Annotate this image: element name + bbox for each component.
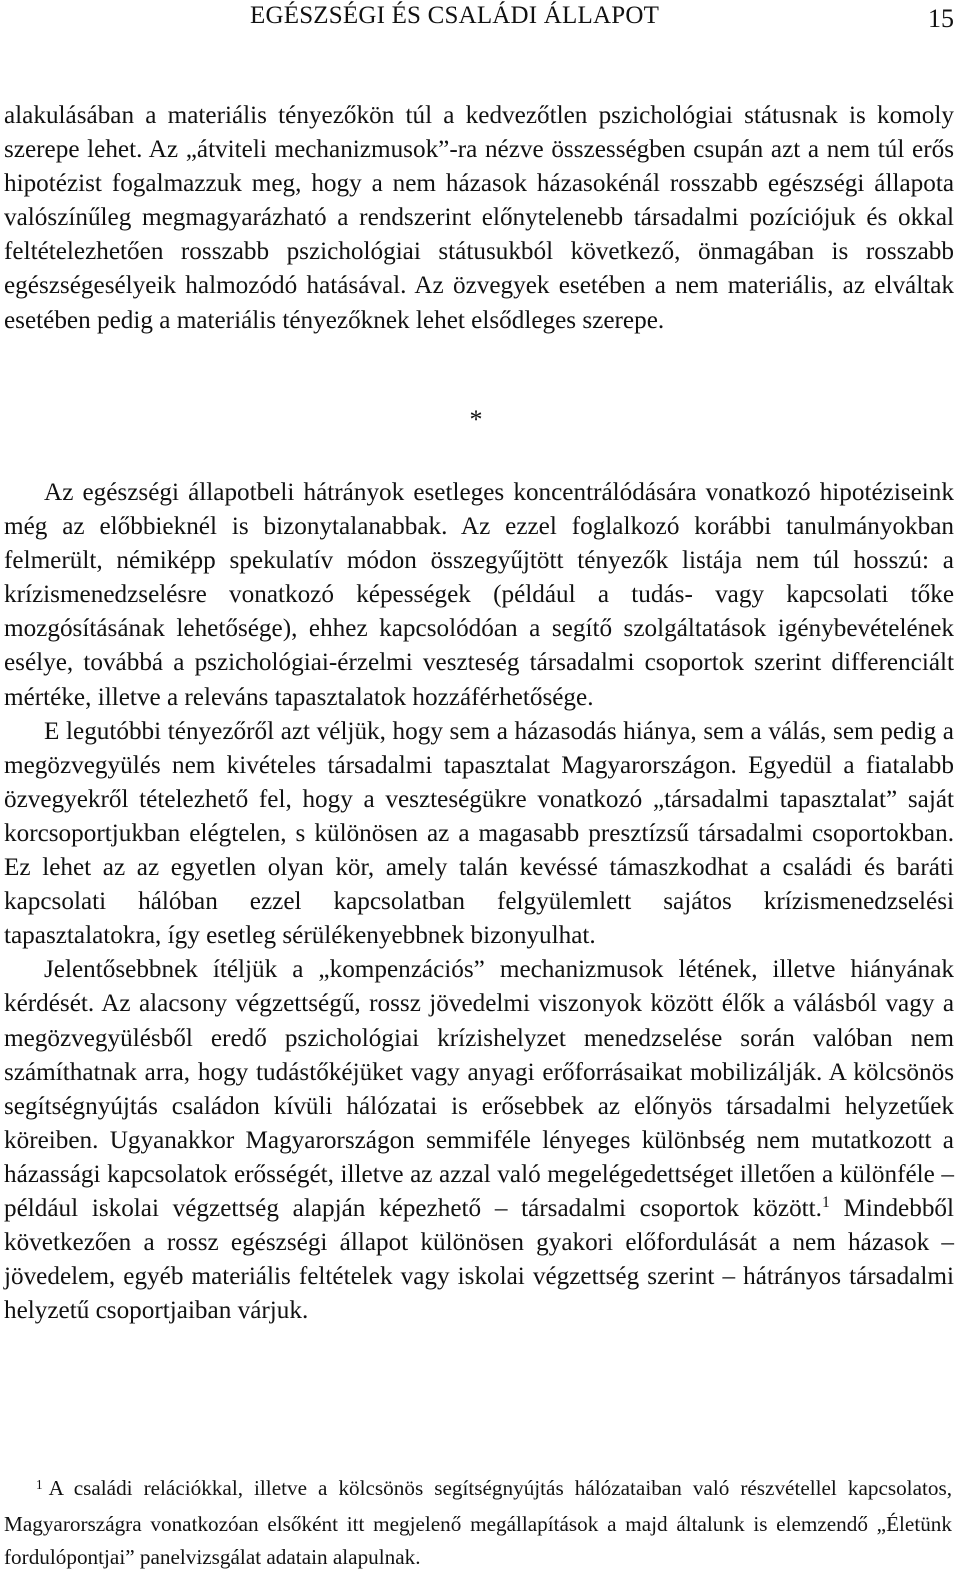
footnote-number: 1 [36, 1477, 43, 1493]
body-paragraph: E legutóbbi tényezőről azt véljük, hogy sem a házasodás hiánya, sem a válás, sem pedig a megözvegyülés nem kivételes társadalmi tapasztalat Magyarországon. Egyedül a fiatalabb özvegyekről tételezhető fel, hogy a veszteségükre vonatkozó „társadalmi tapasztalat” saját korcsoportjukban elégtelen, s különösen az a magasabb presztízsű társadalmi csoportokban. Ez lehet az az egyetlen olyan kör, amely talán kevéssé támaszkodhat a családi és baráti kapcsolati hálóban ezzel kapcsolatban felgyülemlett sajátos krízismenedzselési tapasztalatokra, így esetleg sérülékenyebbnek bizonyulhat. [4, 717, 954, 950]
footnote-text: A családi relációkkal, illetve a kölcsönös segítségnyújtás hálózataiban való részvétellel kapcsolatos, Magyarországra vonatkozóan elsőként itt megjelenő megállapítások a majd általunk is elemzendő „Életünk fordulópontjai” panelvizsgálat adatain alapulnak. [4, 1476, 952, 1570]
section-2 [4, 476, 954, 1328]
running-title: EGÉSZSÉGI ÉS CSALÁDI ÁLLAPOT [250, 2, 660, 29]
body-paragraph: Az egészségi állapotbeli hátrányok esetleges koncentrálódására vonatkozó hipotéziseink még az előbbieknél is bizonytalanabbak. Az ezzel foglalkozó korábbi tanulmányokban felmerült, némiképp spekulatív módon összegyűjtött tényezők listája nem túl hosszú: a krízismenedzselésre vonatkozó képességek (például a tudás- vagy kapcsolati tőke mozgósításának lehetősége), ehhez kapcsolódóan a segítő szolgáltatások igénybevételének esélye, továbbá a pszichológiai-érzelmi veszteség társadalmi csoportok szerint differenciált mértéke, illetve a releváns tapasztalatok hozzáférhetősége. [4, 479, 954, 711]
paragraph-text: Mindebből következően a rossz egészségi állapot különösen gyakori előfordulását a nem házasok – jövedelem, egyéb materiális feltételek vagy iskolai végzettség szerint – hátrányos társadalmi helyzetű csoportjaiban várjuk. [4, 1194, 955, 1325]
page-number: 15 [928, 4, 954, 33]
footnote [4, 1472, 952, 1575]
paragraph-text: Jelentősebbnek ítéljük a „kompenzációs” mechanizmusok létének, illetve hiányának kérdését. Az alacsony végzettségű, rossz jövedelmi viszonyok között élők a válásból vagy a megözvegyülésből eredő pszichológiai krízishelyzet menedzselése során valóban nem számíthatnak arra, hogy tudástőkéjüket vagy anyagi erőforrásaikat mobilizálják. A kölcsönös segítségnyújtás családon kívüli hálózatai is erősebbek az előnyös társadalmi helyzetűek köreiben. Ugyanakkor Magyarországon semmiféle lényeges különbség nem mutatkozott a házassági kapcsolatok erősségét, illetve az azzal való megelégedettséget illetően a különféle – például iskolai végzettség alapján képezhető – társadalmi csoportok között. [4, 956, 954, 1222]
section-separator [0, 405, 960, 435]
footnote-area [4, 1472, 952, 1575]
footnote-reference: 1 [821, 1194, 830, 1212]
running-header [0, 0, 960, 40]
body-paragraph: alakulásában a materiális tényezőkön túl a kedvezőtlen pszichológiai státusnak is komoly szerepe lehet. Az „átviteli mechanizmusok”-ra nézve összességben csupán azt a nem túl erős hipotézist fogalmazzuk meg, hogy a nem házasok házasokénál rosszabb egészségi állapota valószínűleg megmagyarázható a rendszerint előnytelenebb társadalmi pozíciójuk és okkal feltételezhetően rosszabb pszichológiai státusukból következő, önmagában is rosszabb egészségesélyeik halmozódó hatásával. Az özvegyek esetében a nem materiális, az elváltak esetében pedig a materiális tényezőknek lehet elsődleges szerepe. [4, 102, 954, 334]
asterisk-separator: * [469, 405, 483, 434]
body-paragraph-with-note [4, 953, 954, 1328]
section-1 [4, 99, 954, 338]
